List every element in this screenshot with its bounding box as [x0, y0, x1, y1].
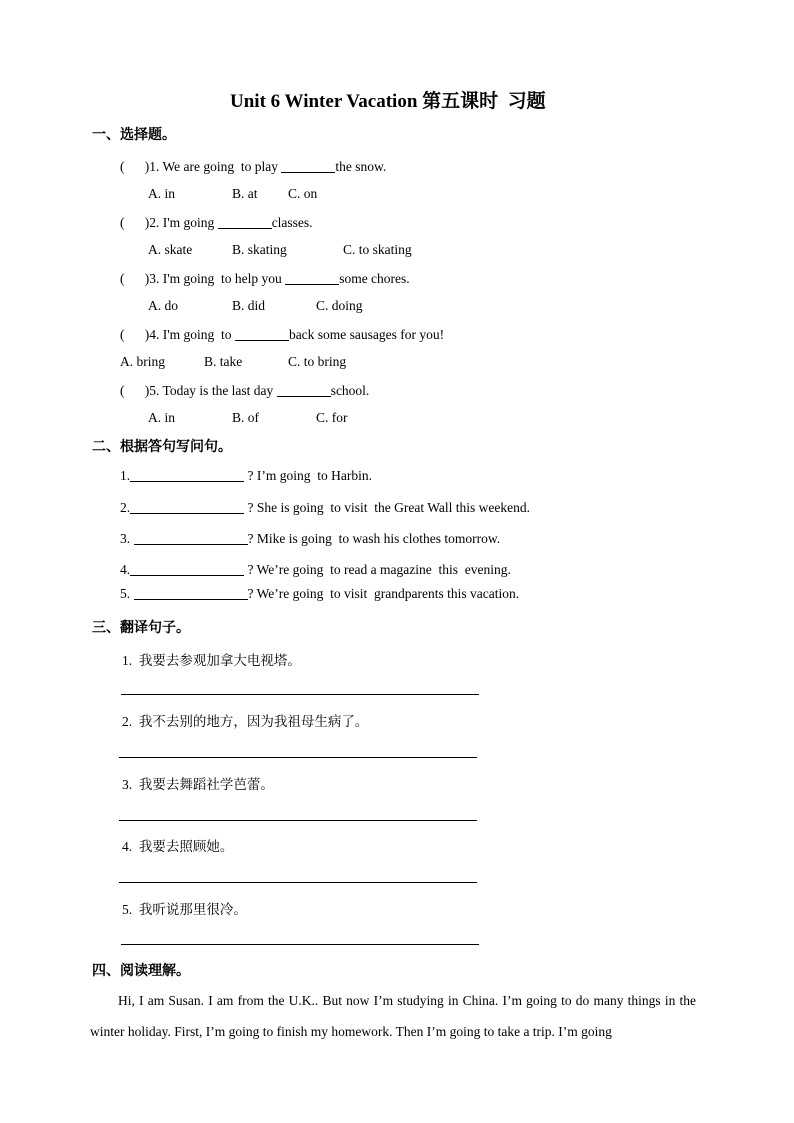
mc-question: ( )4. I'm going to back some sausages for you!: [120, 327, 445, 342]
answer-line[interactable]: [119, 757, 477, 758]
mc-question: ( )3. I'm going to help you some chores.: [120, 271, 410, 286]
question-blank[interactable]: [134, 530, 248, 545]
question-item: 1. ? I’m going to Harbin.: [120, 468, 372, 483]
option-b: B. did: [232, 298, 266, 313]
option-c: C. on: [288, 186, 318, 201]
answer-blank[interactable]: [277, 382, 331, 397]
translate-item: 4. 我要去照顾她。: [122, 839, 234, 854]
answer-blank[interactable]: [281, 158, 335, 173]
option-c: C. to bring: [288, 354, 347, 369]
option-c: C. to skating: [343, 242, 412, 257]
question-item: 4. ? We’re going to read a magazine this evening.: [120, 562, 511, 577]
answer-bracket[interactable]: ( ): [120, 159, 150, 174]
section-heading-translate: 三、翻译句子。: [92, 621, 190, 636]
answer-bracket[interactable]: ( ): [120, 383, 150, 398]
question-blank[interactable]: [130, 499, 244, 514]
translate-item: 2. 我不去别的地方，因为我祖母生病了。: [122, 714, 369, 729]
option-a: A. in: [148, 186, 175, 201]
translate-item: 1. 我要去参观加拿大电视塔。: [122, 653, 301, 668]
option-c: C. for: [316, 410, 348, 425]
answer-blank[interactable]: [218, 214, 272, 229]
answer-line[interactable]: [121, 694, 479, 695]
reading-passage: Hi, I am Susan. I am from the U.K.. But now I’m studying in China. I’m going to do many things in the winter holiday. First, I’m going to finish my homework. Then I’m going to take a trip. I’m going: [90, 993, 696, 1039]
answer-line[interactable]: [121, 944, 479, 945]
answer-bracket[interactable]: ( ): [120, 271, 150, 286]
answer-line[interactable]: [119, 882, 477, 883]
question-blank[interactable]: [134, 585, 248, 600]
mc-question: ( )5. Today is the last day school.: [120, 383, 370, 398]
question-blank[interactable]: [130, 561, 244, 576]
mc-question: ( )1. We are going to play the snow.: [120, 159, 387, 174]
question-item: 5. ? We’re going to visit grandparents this vacation.: [120, 586, 520, 601]
section-heading-questions: 二、根据答句写问句。: [92, 440, 232, 455]
section-heading-choice: 一、选择题。: [92, 128, 176, 143]
option-b: B. skating: [232, 242, 287, 257]
question-item: 3. ? Mike is going to wash his clothes tomorrow.: [120, 531, 501, 546]
translate-item: 5. 我听说那里很冷。: [122, 902, 247, 917]
answer-bracket[interactable]: ( ): [120, 215, 150, 230]
option-a: A. in: [148, 410, 175, 425]
option-a: A. bring: [120, 354, 165, 369]
section-heading-reading: 四、阅读理解。: [92, 964, 190, 979]
option-b: B. take: [204, 354, 243, 369]
answer-blank[interactable]: [235, 326, 289, 341]
question-blank[interactable]: [130, 467, 244, 482]
option-b: B. at: [232, 186, 258, 201]
answer-bracket[interactable]: ( ): [120, 327, 150, 342]
option-a: A. skate: [148, 242, 193, 257]
mc-question: ( )2. I'm going classes.: [120, 215, 313, 230]
answer-line[interactable]: [119, 820, 477, 821]
translate-item: 3. 我要去舞蹈社学芭蕾。: [122, 777, 274, 792]
option-a: A. do: [148, 298, 178, 313]
option-b: B. of: [232, 410, 259, 425]
answer-blank[interactable]: [285, 270, 339, 285]
page-title: Unit 6 Winter Vacation 第五课时 习题: [230, 91, 546, 112]
option-c: C. doing: [316, 298, 363, 313]
question-item: 2. ? She is going to visit the Great Wall this weekend.: [120, 500, 530, 515]
